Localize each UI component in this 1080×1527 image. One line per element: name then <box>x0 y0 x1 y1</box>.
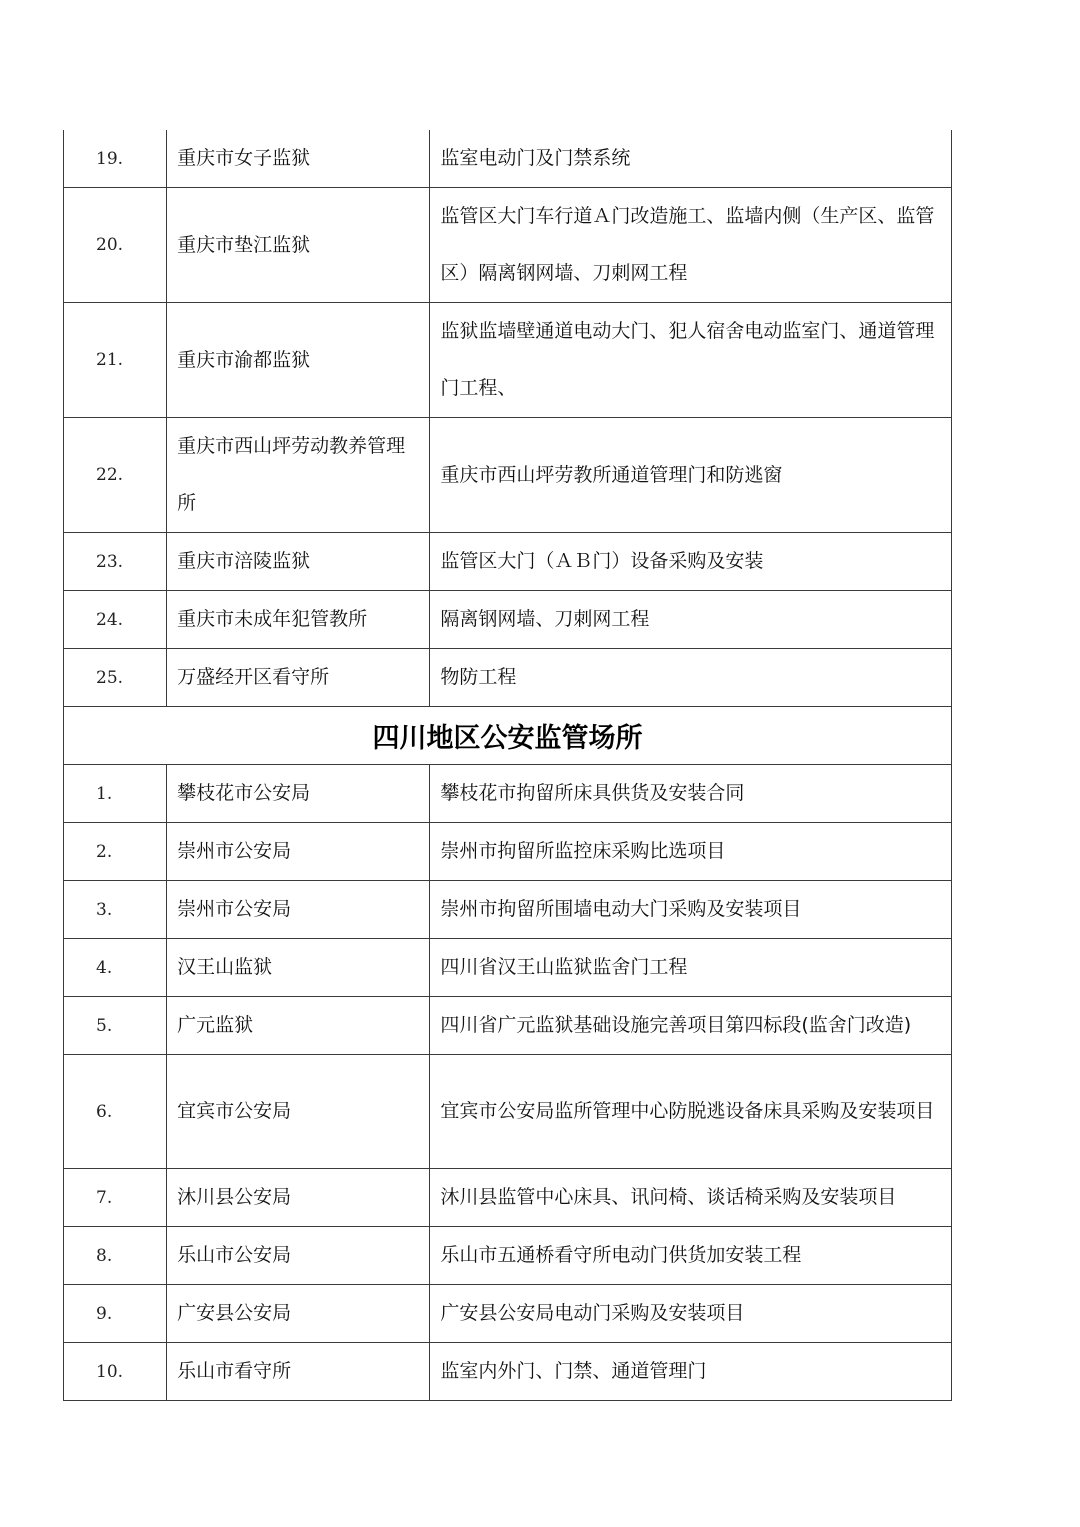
project-cell: 重庆市西山坪劳教所通道管理门和防逃窗 <box>430 418 952 533</box>
project-cell: 监室内外门、门禁、通道管理门 <box>430 1343 952 1401</box>
row-number: 3. <box>64 881 167 939</box>
organization-cell: 宜宾市公安局 <box>167 1055 430 1169</box>
table-row <box>64 881 952 939</box>
project-table <box>63 130 952 1401</box>
table-row <box>64 939 952 997</box>
organization-cell: 重庆市渝都监狱 <box>167 303 430 418</box>
row-number: 21. <box>64 303 167 418</box>
project-cell: 监管区大门车行道Ａ门改造施工、监墙内侧（生产区、监管区）隔离钢网墙、刀刺网工程 <box>430 188 952 303</box>
organization-cell: 攀枝花市公安局 <box>167 765 430 823</box>
row-number: 20. <box>64 188 167 303</box>
row-number: 19. <box>64 130 167 188</box>
organization-cell: 广元监狱 <box>167 997 430 1055</box>
table-row <box>64 418 952 533</box>
project-cell: 隔离钢网墙、刀刺网工程 <box>430 591 952 649</box>
organization-cell: 重庆市西山坪劳动教养管理所 <box>167 418 430 533</box>
table-row <box>64 303 952 418</box>
table-row <box>64 591 952 649</box>
row-number: 10. <box>64 1343 167 1401</box>
project-cell: 四川省汉王山监狱监舍门工程 <box>430 939 952 997</box>
table-row <box>64 1343 952 1401</box>
row-number: 7. <box>64 1169 167 1227</box>
project-cell: 广安县公安局电动门采购及安装项目 <box>430 1285 952 1343</box>
organization-cell: 重庆市涪陵监狱 <box>167 533 430 591</box>
table-row <box>64 823 952 881</box>
organization-cell: 重庆市垫江监狱 <box>167 188 430 303</box>
organization-cell: 重庆市女子监狱 <box>167 130 430 188</box>
row-number: 1. <box>64 765 167 823</box>
table-row <box>64 765 952 823</box>
row-number: 5. <box>64 997 167 1055</box>
row-number: 2. <box>64 823 167 881</box>
chongqing-rows <box>64 130 952 707</box>
table-row <box>64 533 952 591</box>
section-title: 四川地区公安监管场所 <box>64 707 952 765</box>
project-cell: 沐川县监管中心床具、讯问椅、谈话椅采购及安装项目 <box>430 1169 952 1227</box>
organization-cell: 沐川县公安局 <box>167 1169 430 1227</box>
section-header-row <box>64 707 952 765</box>
table-row <box>64 649 952 707</box>
organization-cell: 万盛经开区看守所 <box>167 649 430 707</box>
row-number: 8. <box>64 1227 167 1285</box>
section-header-group <box>64 707 952 765</box>
row-number: 9. <box>64 1285 167 1343</box>
project-cell: 宜宾市公安局监所管理中心防脱逃设备床具采购及安装项目 <box>430 1055 952 1169</box>
table-row <box>64 1285 952 1343</box>
project-cell: 崇州市拘留所监控床采购比选项目 <box>430 823 952 881</box>
project-cell: 监管区大门（ＡＢ门）设备采购及安装 <box>430 533 952 591</box>
organization-cell: 汉王山监狱 <box>167 939 430 997</box>
organization-cell: 崇州市公安局 <box>167 823 430 881</box>
project-cell: 监室电动门及门禁系统 <box>430 130 952 188</box>
sichuan-rows <box>64 765 952 1401</box>
row-number: 24. <box>64 591 167 649</box>
table-row <box>64 188 952 303</box>
project-cell: 攀枝花市拘留所床具供货及安装合同 <box>430 765 952 823</box>
organization-cell: 乐山市公安局 <box>167 1227 430 1285</box>
row-number: 4. <box>64 939 167 997</box>
organization-cell: 崇州市公安局 <box>167 881 430 939</box>
table-row <box>64 1169 952 1227</box>
project-cell: 崇州市拘留所围墙电动大门采购及安装项目 <box>430 881 952 939</box>
table-row <box>64 1227 952 1285</box>
row-number: 23. <box>64 533 167 591</box>
organization-cell: 广安县公安局 <box>167 1285 430 1343</box>
row-number: 6. <box>64 1055 167 1169</box>
table-row <box>64 997 952 1055</box>
row-number: 25. <box>64 649 167 707</box>
project-cell: 物防工程 <box>430 649 952 707</box>
organization-cell: 乐山市看守所 <box>167 1343 430 1401</box>
organization-cell: 重庆市未成年犯管教所 <box>167 591 430 649</box>
row-number: 22. <box>64 418 167 533</box>
table-row <box>64 1055 952 1169</box>
project-cell: 四川省广元监狱基础设施完善项目第四标段(监舍门改造) <box>430 997 952 1055</box>
project-cell: 监狱监墙壁通道电动大门、犯人宿舍电动监室门、通道管理门工程、 <box>430 303 952 418</box>
table-row <box>64 130 952 188</box>
project-cell: 乐山市五通桥看守所电动门供货加安装工程 <box>430 1227 952 1285</box>
